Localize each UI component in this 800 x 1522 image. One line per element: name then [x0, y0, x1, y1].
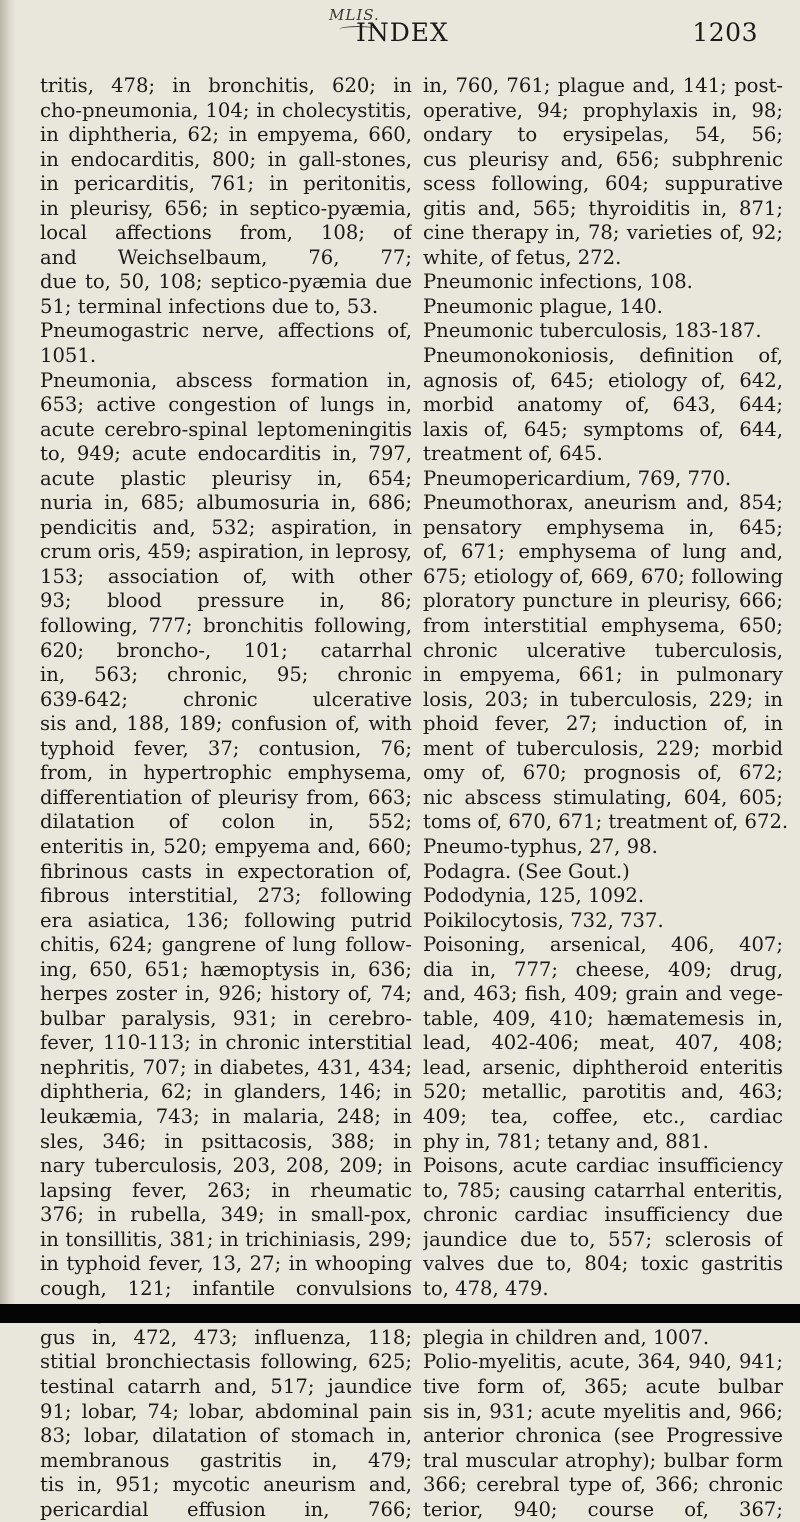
- index-entry-line: acute plastic pleurisy in, 654;: [40, 466, 412, 490]
- index-entry-line: gitis and, 565; thyroiditis in, 871;: [423, 196, 783, 220]
- index-entry-line: fibrous interstitial, 273; following: [40, 884, 412, 908]
- index-entry-line: 653; active congestion of lungs in,: [40, 393, 412, 417]
- index-entry-heading-line: Pneumogastric nerve, affections of,: [40, 319, 412, 343]
- index-entry-line: herpes zoster in, 926; history of, 74;: [40, 982, 412, 1006]
- index-entry-line: and Weichselbaum, 76, 77;: [40, 245, 412, 269]
- index-entry-line: sis in, 931; acute myelitis and, 966;: [423, 1399, 783, 1423]
- index-entry-line: 409; tea, coffee, etc., cardiac: [423, 1104, 783, 1128]
- index-entry-line: operative, 94; prophylaxis in, 98;: [423, 98, 783, 122]
- index-entry-heading-line: Poikilocytosis, 732, 737.: [423, 908, 664, 932]
- index-entry-line: chronic cardiac insufficiency due: [423, 1203, 783, 1227]
- index-entry-heading-line: Pneumonia, abscess formation in,: [40, 368, 412, 392]
- index-entry-heading-line: Polio-myelitis, acute, 364, 940, 941;: [423, 1350, 783, 1374]
- index-entry-line: in pleurisy, 656; in septico-pyæmia,: [40, 196, 412, 220]
- page-number: 1203: [692, 18, 758, 47]
- index-entry-line: nuria in, 685; albumosuria in, 686;: [40, 491, 412, 515]
- index-entry-line: to, 478, 479.: [423, 1276, 549, 1300]
- index-entry-heading-line: Pneumothorax, aneurism and, 854;: [423, 491, 783, 515]
- index-entry-line: in tonsillitis, 381; in trichiniasis, 299;: [40, 1227, 412, 1251]
- index-entry-line: in empyema, 661; in pulmonary: [423, 663, 783, 687]
- index-entry-line: crum oris, 459; aspiration, in leprosy,: [40, 540, 412, 564]
- index-entry-line: lead, 402-406; meat, 407, 408;: [423, 1031, 783, 1055]
- index-entry-line: 675; etiology of, 669, 670; following: [423, 564, 783, 588]
- bottom-edge-bar: [0, 1304, 800, 1323]
- page-gutter-shadow: [0, 0, 16, 1323]
- index-entry-line: of, 671; emphysema of lung and,: [423, 540, 783, 564]
- index-entry-line: differentiation of pleurisy from, 663;: [40, 785, 412, 809]
- index-entry-line: 91; lobar, 74; lobar, abdominal pain: [40, 1399, 412, 1423]
- index-entry-line: 366; cerebral type of, 366; chronic: [423, 1473, 783, 1497]
- index-entry-line: chronic ulcerative tuberculosis,: [423, 638, 783, 662]
- index-entry-line: era asiatica, 136; following putrid: [40, 908, 412, 932]
- index-entry-heading-line: Poisoning, arsenical, 406, 407;: [423, 933, 783, 957]
- index-entry-line: laxis of, 645; symptoms of, 644,: [423, 417, 783, 441]
- index-entry-line: treatment of, 645.: [423, 442, 603, 466]
- page-header: [0, 18, 800, 54]
- index-entry-line: agnosis of, 645; etiology of, 642,: [423, 368, 783, 392]
- index-entry-line: nary tuberculosis, 203, 208, 209; in: [40, 1154, 412, 1178]
- index-entry-line: to, 785; causing catarrhal enteritis,: [423, 1178, 783, 1202]
- index-entry-line: enteritis in, 520; empyema and, 660;: [40, 834, 412, 858]
- index-entry-line: dilatation of colon in, 552;: [40, 810, 412, 834]
- index-entry-line: ment of tuberculosis, 229; morbid: [423, 736, 783, 760]
- index-entry-line: following, 777; bronchitis following,: [40, 614, 412, 638]
- index-entry-line: tis in, 951; mycotic aneurism and,: [40, 1473, 412, 1497]
- index-entry-heading-line: Pneumonic infections, 108.: [423, 270, 693, 294]
- index-entry-heading-line: Pododynia, 125, 1092.: [423, 884, 645, 908]
- index-entry-line: pensatory emphysema in, 645;: [423, 515, 783, 539]
- index-entry-line: 520; metallic, parotitis and, 463;: [423, 1080, 783, 1104]
- index-entry-line: ing, 650, 651; hæmoptysis in, 636;: [40, 957, 412, 981]
- index-entry-line: pendicitis and, 532; aspiration, in: [40, 515, 412, 539]
- index-entry-line: acute cerebro-spinal leptomeningitis: [40, 417, 412, 441]
- index-entry-line: in diphtheria, 62; in empyema, 660,: [40, 123, 412, 147]
- index-entry-line: fever, 110-113; in chronic interstitial: [40, 1031, 412, 1055]
- index-entry-line: local affections from, 108; of: [40, 221, 412, 245]
- index-entry-line: stitial bronchiectasis following, 625;: [40, 1350, 412, 1374]
- index-entry-heading-line: Pneumopericardium, 769, 770.: [423, 466, 732, 490]
- index-entry-line: in, 760, 761; plague and, 141; post-: [423, 74, 783, 97]
- index-entry-line: phoid fever, 27; induction of, in: [423, 712, 783, 736]
- index-entry-line: testinal catarrh and, 517; jaundice: [40, 1374, 412, 1398]
- index-entry-heading-line: Poisons, acute cardiac insufficiency: [423, 1154, 783, 1178]
- index-entry-line: ondary to erysipelas, 54, 56;: [423, 123, 783, 147]
- index-entry-line: 51; terminal infections due to, 53.: [40, 294, 379, 318]
- index-entry-line: pericardial effusion in, 766;: [40, 1497, 412, 1521]
- index-entry-line: toms of, 670, 671; treatment of, 672.: [423, 810, 789, 834]
- index-entry-line: 1051.: [40, 344, 97, 368]
- index-entry-line: tritis, 478; in bronchitis, 620; in: [40, 74, 412, 97]
- index-entry-line: valves due to, 804; toxic gastritis: [423, 1252, 783, 1276]
- index-entry-line: cine therapy in, 78; varieties of, 92;: [423, 221, 783, 245]
- index-entry-line: white, of fetus, 272.: [423, 245, 622, 269]
- index-entry-line: dia in, 777; cheese, 409; drug,: [423, 957, 783, 981]
- index-entry-line: scess following, 604; suppurative: [423, 172, 783, 196]
- index-entry-line: jaundice due to, 557; sclerosis of: [423, 1227, 783, 1251]
- index-entry-line: plegia in children and, 1007.: [423, 1325, 710, 1349]
- index-entry-heading-line: Podagra. (See Gout.): [423, 859, 630, 883]
- index-entry-line: ploratory puncture in pleurisy, 666;: [423, 589, 783, 613]
- handwritten-mark: MLIS.: [329, 6, 380, 24]
- index-entry-line: bulbar paralysis, 931; in cerebro-: [40, 1006, 412, 1030]
- index-entry-line: typhoid fever, 37; contusion, 76;: [40, 736, 412, 760]
- index-entry-line: in pericarditis, 761; in peritonitis,: [40, 172, 412, 196]
- index-entry-line: anterior chronica (see Progressive: [423, 1424, 783, 1448]
- index-entry-line: diphtheria, 62; in glanders, 146; in: [40, 1080, 412, 1104]
- index-entry-line: nephritis, 707; in diabetes, 431, 434;: [40, 1055, 412, 1079]
- index-entry-line: terior, 940; course of, 367;: [423, 1497, 783, 1521]
- index-entry-line: 83; lobar, dilatation of stomach in,: [40, 1424, 412, 1448]
- index-entry-line: phy in, 781; tetany and, 881.: [423, 1129, 709, 1153]
- index-entry-line: 376; in rubella, 349; in small-pox,: [40, 1203, 412, 1227]
- page-title: INDEX: [356, 18, 449, 47]
- index-entry-line: in typhoid fever, 13, 27; in whooping: [40, 1252, 412, 1276]
- index-entry-heading-line: Pneumonic tuberculosis, 183-187.: [423, 319, 762, 343]
- index-entry-line: 153; association of, with other: [40, 564, 412, 588]
- index-entry-line: from, in hypertrophic emphysema,: [40, 761, 412, 785]
- index-entry-line: cus pleurisy and, 656; subphrenic: [423, 147, 783, 171]
- index-entry-line: tral muscular atrophy); bulbar form: [423, 1448, 783, 1472]
- index-entry-line: in, 563; chronic, 95; chronic: [40, 663, 412, 687]
- index-entry-line: losis, 203; in tuberculosis, 229; in: [423, 687, 783, 711]
- index-entry-line: from interstitial emphysema, 650;: [423, 614, 783, 638]
- index-entry-line: fibrinous casts in expectoration of,: [40, 859, 412, 883]
- index-entry-line: due to, 50, 108; septico-pyæmia due: [40, 270, 412, 294]
- index-entry-line: lapsing fever, 263; in rheumatic: [40, 1178, 412, 1202]
- index-entry-line: lead, arsenic, diphtheroid enteritis: [423, 1055, 783, 1079]
- index-entry-line: to, 949; acute endocarditis in, 797,: [40, 442, 412, 466]
- index-entry-line: cho-pneumonia, 104; in cholecystitis,: [40, 98, 412, 122]
- index-entry-line: in endocarditis, 800; in gall-stones,: [40, 147, 412, 171]
- index-entry-line: sis and, 188, 189; confusion of, with: [40, 712, 412, 736]
- index-entry-line: leukæmia, 743; in malaria, 248; in: [40, 1104, 412, 1128]
- index-entry-line: membranous gastritis in, 479;: [40, 1448, 412, 1472]
- index-entry-line: nic abscess stimulating, 604, 605;: [423, 785, 783, 809]
- index-entry-line: 93; blood pressure in, 86;: [40, 589, 412, 613]
- index-entry-line: sles, 346; in psittacosis, 388; in: [40, 1129, 412, 1153]
- index-entry-line: 620; broncho-, 101; catarrhal: [40, 638, 412, 662]
- index-entry-line: gus in, 472, 473; influenza, 118;: [40, 1325, 412, 1349]
- index-entry-heading-line: Pneumonic plague, 140.: [423, 294, 663, 318]
- index-entry-line: tive form of, 365; acute bulbar: [423, 1374, 783, 1398]
- index-entry-line: chitis, 624; gangrene of lung follow-: [40, 933, 412, 957]
- index-entry-line: cough, 121; infantile convulsions: [40, 1276, 412, 1300]
- index-entry-line: omy of, 670; prognosis of, 672;: [423, 761, 783, 785]
- index-entry-line: morbid anatomy of, 643, 644;: [423, 393, 783, 417]
- index-entry-line: and, 463; fish, 409; grain and vege-: [423, 982, 783, 1006]
- index-entry-heading-line: Pneumonokoniosis, definition of,: [423, 344, 783, 368]
- index-entry-heading-line: Pneumo-typhus, 27, 98.: [423, 834, 658, 858]
- index-entry-line: table, 409, 410; hæmatemesis in,: [423, 1006, 783, 1030]
- index-entry-line: 639-642; chronic ulcerative: [40, 687, 412, 711]
